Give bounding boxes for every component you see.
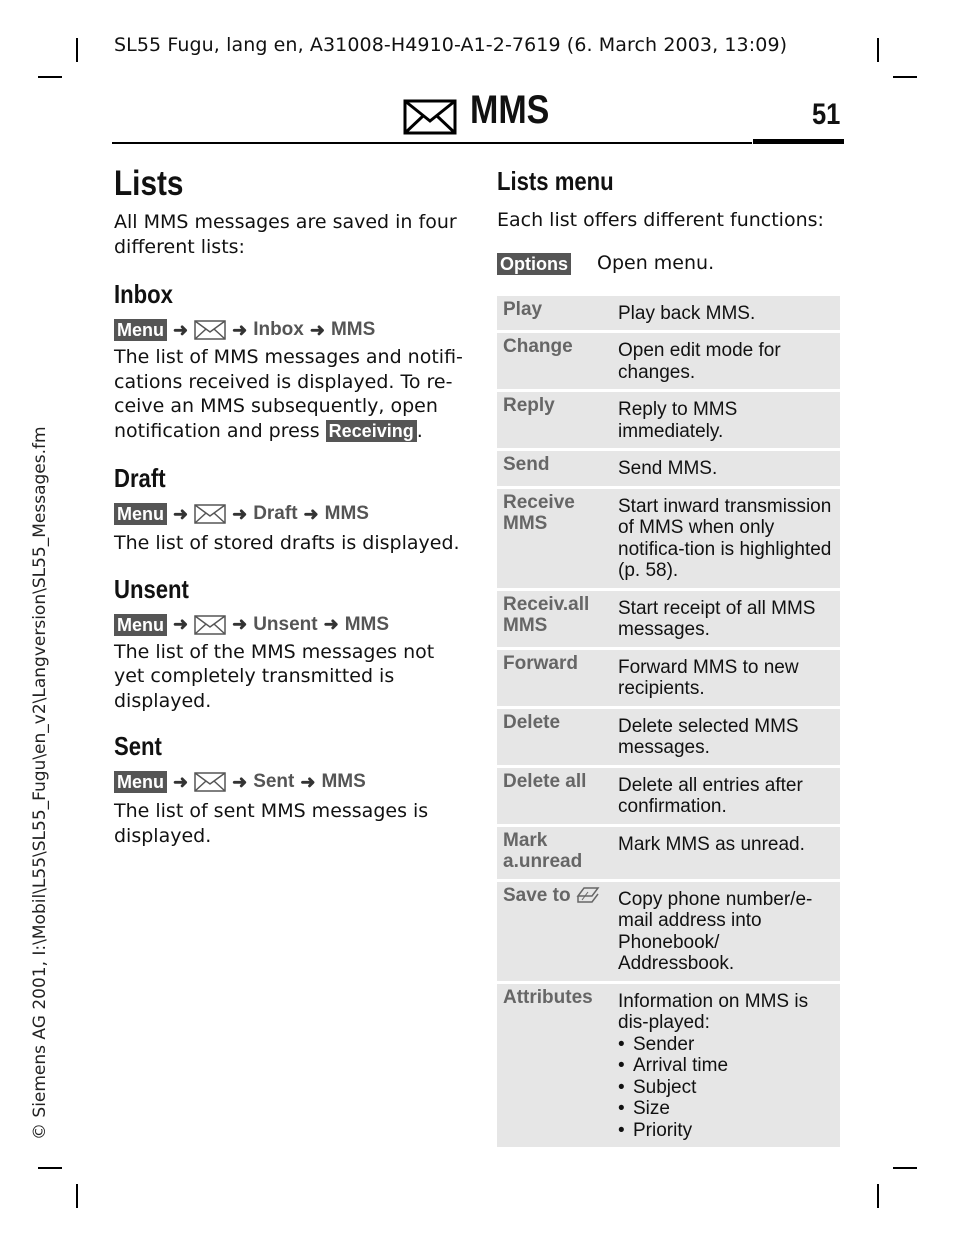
function-row <box>497 882 840 981</box>
envelope-icon <box>403 99 457 135</box>
menu-softkey: Menu <box>114 771 167 793</box>
function-desc-text: Copy phone number/e-mail address into Phonebook/ Addressbook. <box>618 888 813 974</box>
path-item: Draft <box>253 503 298 524</box>
function-key <box>497 489 612 588</box>
envelope-icon <box>194 320 226 340</box>
arrow-icon: ➜ <box>173 771 189 792</box>
arrow-icon: ➜ <box>232 319 248 340</box>
function-desc-text: Delete all entries after confirmation. <box>618 774 803 817</box>
function-row <box>497 392 840 448</box>
function-desc-text: Information on MMS is dis-played: <box>618 990 809 1033</box>
path-target: MMS <box>330 319 376 340</box>
arrow-icon: ➜ <box>173 319 189 340</box>
attribute-list-item-text: Arrival time <box>633 1055 729 1076</box>
arrow-icon: ➜ <box>232 771 248 792</box>
arrow-icon: ➜ <box>232 503 248 524</box>
function-key <box>497 451 612 486</box>
function-key <box>497 650 612 706</box>
function-desc-text: Open edit mode for changes. <box>618 340 781 383</box>
unsent-heading: Unsent <box>114 573 189 604</box>
function-desc <box>612 333 840 389</box>
arrow-icon: ➜ <box>173 614 189 634</box>
function-key-label: Save to <box>503 884 571 906</box>
menu-softkey: Menu <box>114 319 167 341</box>
function-key-label: Mark a.unread <box>503 829 583 872</box>
function-key <box>497 591 612 647</box>
function-key-label: Reply <box>503 395 555 416</box>
crop-mark <box>76 38 78 62</box>
function-row <box>497 827 840 879</box>
arrow-icon: ➜ <box>309 319 325 340</box>
phonebook-icon <box>576 886 600 904</box>
inbox-text-main: The list of MMS messages and notifi-cations received is displayed. To re-ceive an MMS subsequently, open notification and press <box>114 346 463 442</box>
draft-heading: Draft <box>114 463 166 493</box>
attribute-list <box>618 1034 834 1142</box>
options-row <box>497 251 842 277</box>
function-key-label: Send <box>503 454 550 475</box>
path-target: MMS <box>324 503 369 524</box>
function-row <box>497 591 840 647</box>
function-key <box>497 296 612 331</box>
function-key-label: Attributes <box>503 986 593 1008</box>
function-key-label: Receiv.all MMS <box>503 593 590 636</box>
function-desc-text: Play back MMS. <box>618 302 756 324</box>
path-item: Unsent <box>253 613 318 635</box>
function-row <box>497 451 840 486</box>
function-desc <box>612 827 840 879</box>
inbox-text-end: . <box>416 419 423 442</box>
function-key-label: Delete all <box>503 770 587 792</box>
attribute-list-item <box>618 1034 834 1056</box>
left-column <box>114 160 464 848</box>
function-desc-text: Send MMS. <box>618 458 718 479</box>
lists-menu-intro: Each list offers different functions: <box>497 209 824 231</box>
function-key <box>497 768 612 824</box>
inbox-text <box>114 345 464 443</box>
envelope-icon <box>194 504 226 524</box>
crop-mark <box>877 1184 879 1208</box>
options-softkey: Options <box>497 253 571 275</box>
envelope-icon <box>194 772 226 792</box>
function-row <box>497 296 840 331</box>
attribute-list-item-text: Sender <box>633 1033 695 1055</box>
function-desc-text: Start inward transmission of MMS when only notifica-tion is highlighted (p. 58). <box>618 495 832 581</box>
page-title: MMS <box>470 88 550 132</box>
crop-mark <box>76 1184 78 1208</box>
receiving-softkey: Receiving <box>326 420 417 442</box>
function-desc <box>612 709 840 765</box>
function-row <box>497 709 840 765</box>
function-desc-text: Forward MMS to new recipients. <box>618 656 799 699</box>
draft-menu-path <box>114 501 464 527</box>
function-key <box>497 333 612 389</box>
crop-mark <box>38 76 62 78</box>
function-key <box>497 392 612 448</box>
title-rule <box>112 142 752 144</box>
arrow-icon: ➜ <box>173 503 189 524</box>
function-desc <box>612 882 840 981</box>
arrow-icon: ➜ <box>300 771 316 792</box>
function-desc <box>612 768 840 824</box>
attribute-list-item-text: Subject <box>633 1076 697 1098</box>
inbox-heading: Inbox <box>114 279 173 309</box>
sent-heading: Sent <box>114 731 162 761</box>
crop-mark <box>877 38 879 62</box>
function-desc <box>612 296 840 331</box>
attribute-list-item <box>618 1055 834 1077</box>
function-key-label: Forward <box>503 652 578 674</box>
crop-mark <box>38 1167 62 1169</box>
path-target: MMS <box>344 613 390 635</box>
function-desc-text: Start receipt of all MMS messages. <box>618 597 816 640</box>
arrow-icon: ➜ <box>232 614 248 634</box>
function-desc <box>612 650 840 706</box>
function-key-label: Play <box>503 298 543 320</box>
attribute-list-item-text: Priority <box>633 1119 693 1141</box>
attribute-list-item <box>618 1120 834 1142</box>
running-header: SL55 Fugu, lang en, A31008-H4910-A1-2-7619 (6. March 2003, 13:09) <box>114 34 788 56</box>
side-file-path: © Siemens AG 2001, I:\Mobil\L55\SL55_Fugu\en_v2\Langversion\SL55_Messages.fm <box>30 426 50 1140</box>
function-row <box>497 333 840 389</box>
options-text: Open menu. <box>597 252 715 275</box>
lists-heading: Lists <box>114 164 184 203</box>
function-row <box>497 650 840 706</box>
menu-softkey: Menu <box>114 614 167 636</box>
function-desc <box>612 451 840 486</box>
function-desc-text: Delete selected MMS messages. <box>618 715 799 758</box>
unsent-menu-path <box>114 612 464 638</box>
path-item: Sent <box>253 771 295 792</box>
function-row <box>497 489 840 588</box>
function-key-label: Receive MMS <box>503 491 575 534</box>
lists-menu-heading: Lists menu <box>497 166 614 196</box>
lists-intro: All MMS messages are saved in four different lists: <box>114 211 457 258</box>
arrow-icon: ➜ <box>323 614 339 634</box>
right-column <box>497 160 842 1150</box>
function-row <box>497 984 840 1148</box>
menu-softkey: Menu <box>114 503 167 525</box>
path-target: MMS <box>321 771 366 792</box>
page-number: 51 <box>812 98 841 131</box>
function-desc-text: Mark MMS as unread. <box>618 833 805 855</box>
function-key <box>497 882 612 981</box>
function-key-label: Change <box>503 336 573 357</box>
path-item: Inbox <box>253 319 304 340</box>
function-key <box>497 984 612 1148</box>
attribute-list-item-text: Size <box>633 1098 670 1119</box>
function-key-label: Delete <box>503 711 561 733</box>
function-desc <box>612 489 840 588</box>
function-desc-text: Reply to MMS immediately. <box>618 399 738 442</box>
crop-mark <box>893 1167 917 1169</box>
function-desc <box>612 591 840 647</box>
function-desc <box>612 984 840 1148</box>
function-key <box>497 709 612 765</box>
arrow-icon: ➜ <box>303 503 319 524</box>
crop-mark <box>893 76 917 78</box>
attribute-list-item <box>618 1098 834 1120</box>
sent-text: The list of sent MMS messages is displayed. <box>114 800 429 847</box>
page-number-rule <box>753 139 844 144</box>
envelope-icon <box>194 615 226 635</box>
unsent-text: The list of the MMS messages not yet completely transmitted is displayed. <box>114 640 435 712</box>
draft-text: The list of stored drafts is displayed. <box>114 532 460 554</box>
sent-menu-path <box>114 769 464 795</box>
function-key <box>497 827 612 879</box>
functions-table <box>497 293 840 1151</box>
function-desc <box>612 392 840 448</box>
function-row <box>497 768 840 824</box>
inbox-menu-path <box>114 317 464 343</box>
attribute-list-item <box>618 1077 834 1099</box>
